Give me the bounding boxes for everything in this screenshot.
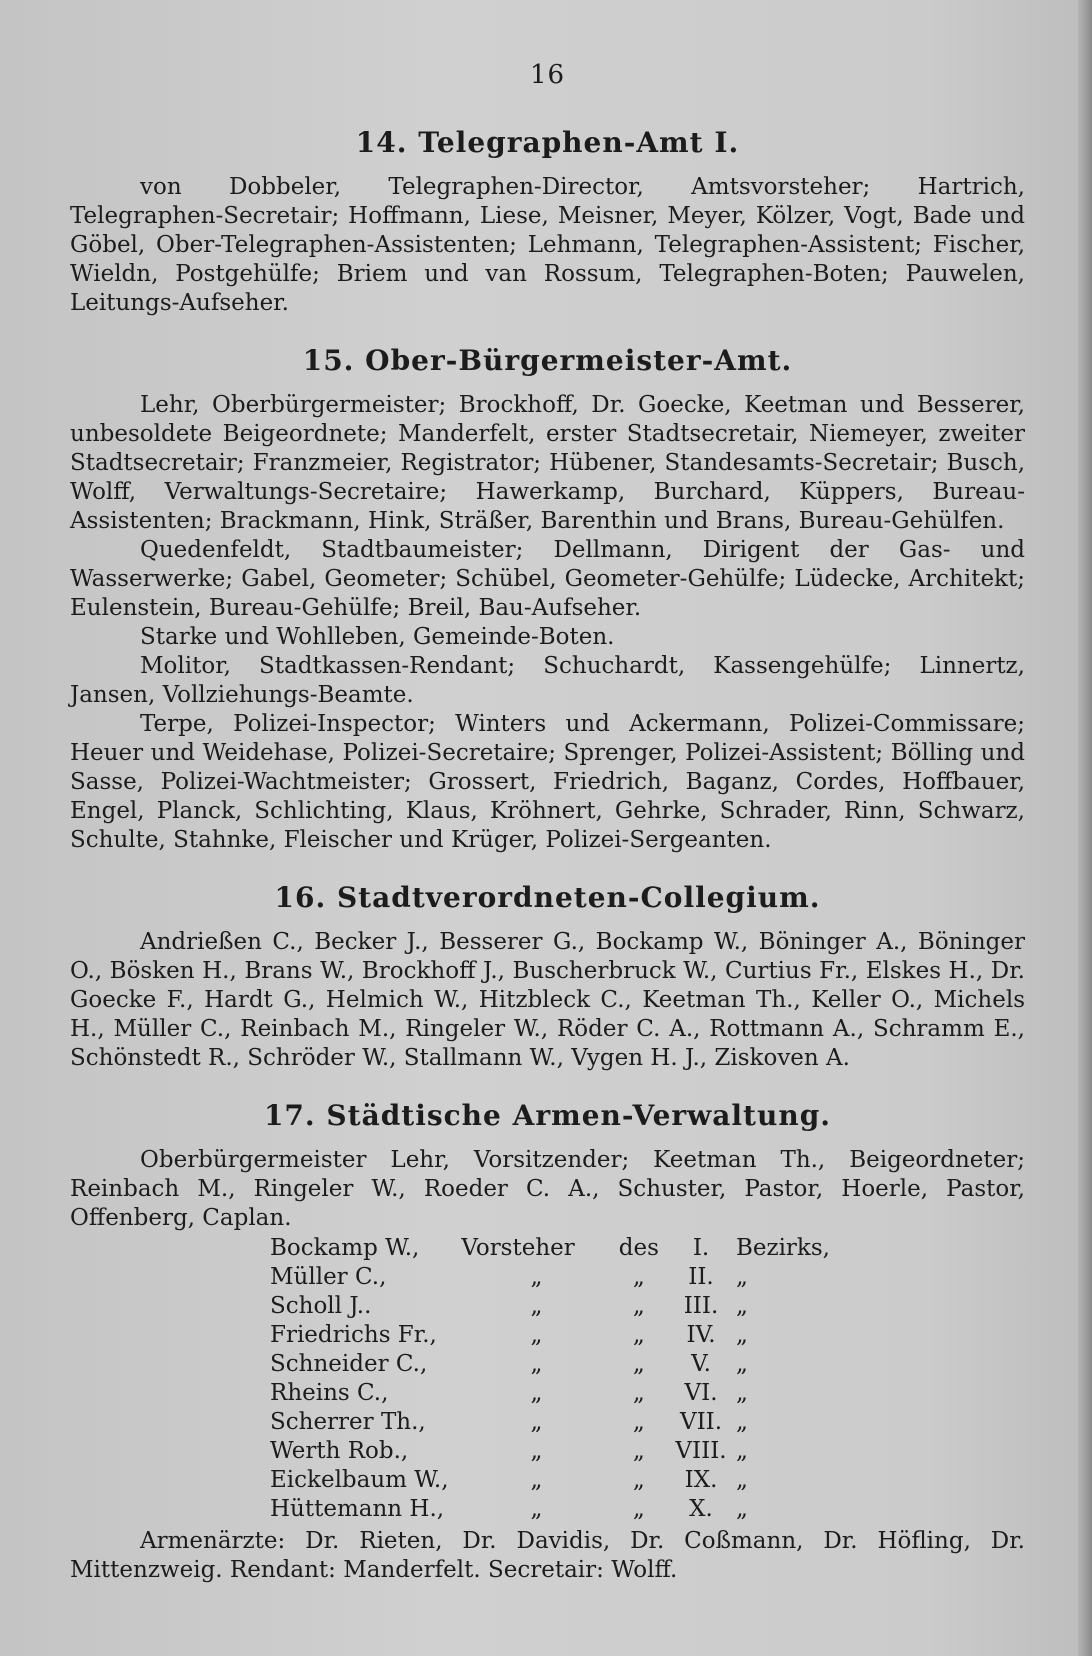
section-title: 17. Städtische Armen-Verwaltung.: [263, 1099, 832, 1132]
paragraph: von Dobbeler, Telegraphen-Director, Amtsvorsteher; Hartrich, Telegraphen-Secretair; Hoffmann, Liese, Meisner, Meyer, Kölzer, Vogt, Bade und Göbel, Ober-Telegraphen-Assistenten; Lehmann, Telegraphen-Assistent; Fischer, Wieldn, Postgehülfe; Briem und van Rossum, Telegraphen-Boten; Pauwelen, Leitungs-Aufseher.: [70, 174, 1025, 316]
board-member-role: Vorsteher: [461, 1235, 575, 1261]
section-title: 15. Ober-Bürgermeister-Amt.: [302, 344, 793, 377]
table-row: [270, 1467, 830, 1496]
paragraph-intro: Oberbürgermeister Lehr, Vorsitzender; Keetman Th., Beigeordneter; Reinbach M., Ringeler W., Roeder C. A., Schuster, Pastor, Hoerle, Pastor, Offenberg, Caplan.: [70, 1147, 1025, 1231]
district-number: VII.: [679, 1409, 723, 1435]
paragraph: Terpe, Polizei-Inspector; Winters und Ackermann, Polizei-Commissare; Heuer und Weidehase, Polizei-Secretaire; Sprenger, Polizei-Assistent; Bölling und Sasse, Polizei-Wachtmeister; Grossert, Friedrich, Baganz, Cordes, Hoffbauer, Engel, Planck, Schlichting, Klaus, Kröhnert, Gehrke, Schrader, Rinn, Schwarz, Schulte, Stahnke, Fleischer und Krüger, Polizei-Sergeanten.: [70, 711, 1025, 853]
paragraph: Starke und Wohlleben, Gemeinde-Boten.: [140, 624, 615, 650]
district-number: III.: [683, 1293, 719, 1319]
board-member-of: „: [632, 1380, 645, 1406]
board-member-of: „: [632, 1322, 645, 1348]
board-member-name: Schneider C.,: [270, 1351, 428, 1377]
board-member-name: Eickelbaum W.,: [270, 1467, 449, 1493]
district-number: IV.: [686, 1322, 716, 1348]
district-unit: „: [735, 1264, 748, 1290]
board-member-of: „: [632, 1293, 645, 1319]
district-unit: „: [735, 1293, 748, 1319]
board-member-role: „: [530, 1264, 543, 1290]
board-member-name: Scherrer Th.,: [270, 1409, 426, 1435]
board-member-name: Friedrichs Fr.,: [270, 1322, 437, 1348]
page-content: [70, 60, 1025, 1611]
board-member-role: „: [530, 1322, 543, 1348]
board-member-of: des: [618, 1235, 659, 1261]
board-member-role: „: [530, 1438, 543, 1464]
board-member-of: „: [632, 1351, 645, 1377]
board-member-name: Werth Rob.,: [270, 1438, 409, 1464]
district-unit: Bezirks,: [735, 1235, 830, 1261]
paragraph: Andrießen C., Becker J., Besserer G., Bockamp W., Böninger A., Böninger O., Bösken H., Brans W., Brockhoff J., Buscherbruck W., Curtius Fr., Elskes H., Dr. Goecke F., Hardt G., Helmich W., Hitzbleck C., Keetman Th., Keller O., Michels H., Müller C., Reinbach M., Ringeler W., Röder C. A., Rottmann A., Schramm E., Schönstedt R., Schröder W., Stallmann W., Vygen H. J., Ziskoven A.: [70, 929, 1025, 1071]
table-row: [270, 1351, 830, 1380]
board-member-role: „: [530, 1351, 543, 1377]
board-member-of: „: [632, 1409, 645, 1435]
board-member-role: „: [530, 1467, 543, 1493]
board-member-name: Scholl J..: [270, 1293, 372, 1319]
board-member-name: Rheins C.,: [270, 1380, 389, 1406]
section-title: 14. Telegraphen-Amt I.: [355, 126, 740, 159]
district-unit: „: [735, 1322, 748, 1348]
table-row: [270, 1496, 830, 1525]
district-board-table: [270, 1235, 830, 1525]
paragraph-outro: Armenärzte: Dr. Rieten, Dr. Davidis, Dr. Coßmann, Dr. Höfling, Dr. Mittenzweig. Rendant: Manderfelt. Secretair: Wolff.: [70, 1528, 1025, 1583]
paragraph: Molitor, Stadtkassen-Rendant; Schuchardt, Kassengehülfe; Linnertz, Jansen, Vollziehungs-Beamte.: [70, 653, 1025, 708]
board-member-name: Bockamp W.,: [270, 1235, 420, 1261]
board-member-name: Müller C.,: [270, 1264, 387, 1290]
board-member-name: Hüttemann H.,: [270, 1496, 445, 1522]
district-number: VIII.: [675, 1438, 727, 1464]
district-number: I.: [692, 1235, 710, 1261]
board-member-role: „: [530, 1496, 543, 1522]
district-unit: „: [735, 1496, 748, 1522]
section-telegraphen-amt: [70, 126, 1025, 318]
district-number: X.: [689, 1496, 713, 1522]
section-stadtverordneten-collegium: [70, 881, 1025, 1073]
district-unit: „: [735, 1438, 748, 1464]
table-row: [270, 1380, 830, 1409]
paragraph: Quedenfeldt, Stadtbaumeister; Dellmann, Dirigent der Gas- und Wasserwerke; Gabel, Geometer; Schübel, Geometer-Gehülfe; Lüdecke, Architekt; Eulenstein, Bureau-Gehülfe; Breil, Bau-Aufseher.: [70, 537, 1025, 621]
district-unit: „: [735, 1380, 748, 1406]
table-row: [270, 1293, 830, 1322]
board-member-of: „: [632, 1264, 645, 1290]
district-unit: „: [735, 1467, 748, 1493]
district-number: VI.: [684, 1380, 718, 1406]
table-row: [270, 1438, 830, 1467]
section-ober-buergermeister-amt: [70, 344, 1025, 855]
page-edge-shadow: [1078, 0, 1092, 1656]
board-member-of: „: [632, 1438, 645, 1464]
page-number: 16: [529, 60, 566, 90]
district-unit: „: [735, 1409, 748, 1435]
table-row: [270, 1235, 830, 1264]
board-member-role: „: [530, 1293, 543, 1319]
table-row: [270, 1322, 830, 1351]
board-member-role: „: [530, 1409, 543, 1435]
board-member-of: „: [632, 1467, 645, 1493]
district-unit: „: [735, 1351, 748, 1377]
table-row: [270, 1264, 830, 1293]
paragraph: Lehr, Oberbürgermeister; Brockhoff, Dr. Goecke, Keetman und Besserer, unbesoldete Beigeordnete; Manderfelt, erster Stadtsecretair, Niemeyer, zweiter Stadtsecretair; Franzmeier, Registrator; Hübener, Standesamts-Secretair; Busch, Wolff, Verwaltungs-Secretaire; Hawerkamp, Burchard, Küppers, Bureau-Assistenten; Brackmann, Hink, Sträßer, Barenthin und Brans, Bureau-Gehülfen.: [70, 392, 1025, 534]
section-armen-verwaltung: [70, 1099, 1025, 1585]
district-number: IX.: [684, 1467, 718, 1493]
district-number: II.: [688, 1264, 714, 1290]
board-member-role: „: [530, 1380, 543, 1406]
section-title: 16. Stadtverordneten-Collegium.: [274, 881, 821, 914]
board-member-of: „: [632, 1496, 645, 1522]
district-number: V.: [691, 1351, 711, 1377]
table-row: [270, 1409, 830, 1438]
